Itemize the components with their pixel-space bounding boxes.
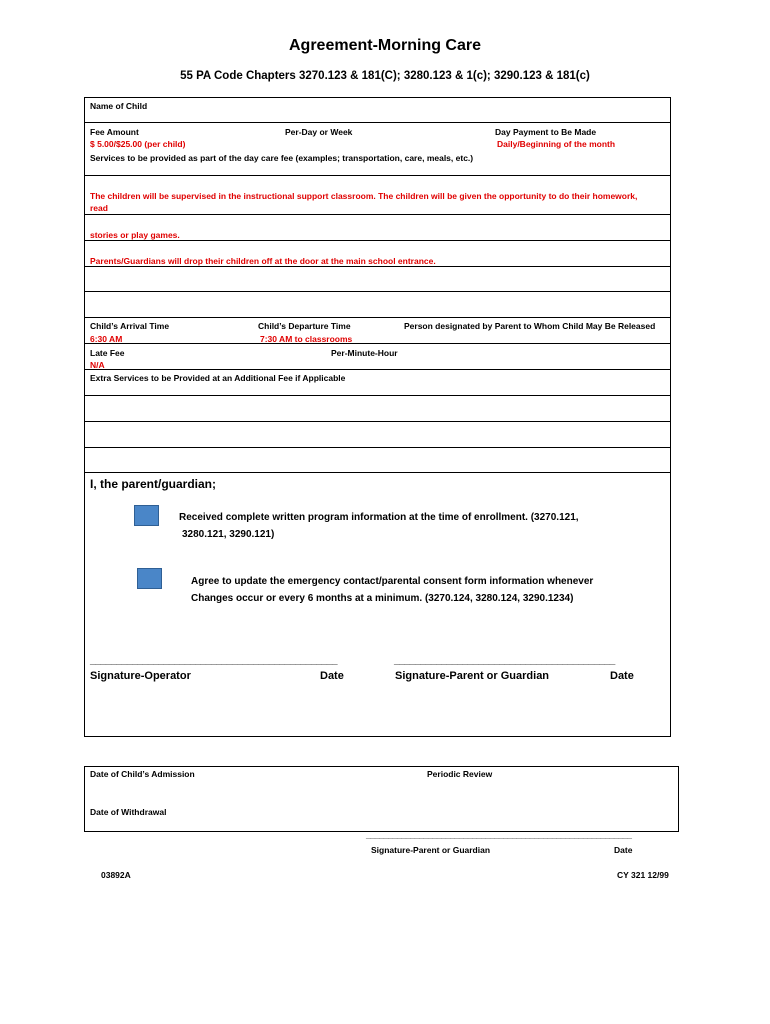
late-fee-label: Late Fee — [90, 348, 125, 358]
consent-heading: I, the parent/guardian; — [90, 477, 217, 491]
day-payment-value[interactable]: Daily/Beginning of the month — [497, 139, 616, 149]
bottom-date-label: Date — [614, 845, 633, 855]
arrival-time-value[interactable]: 6:30 AM — [90, 334, 123, 344]
signature-parent-label: Signature-Parent or Guardian — [395, 670, 550, 682]
fee-amount-value[interactable]: $ 5.00/$25.00 (per child) — [90, 139, 186, 149]
divider — [84, 343, 671, 344]
extra-services-label: Extra Services to be Provided at an Additional Fee if Applicable — [90, 373, 346, 383]
day-payment-label: Day Payment to Be Made — [495, 127, 597, 137]
operator-signature-line[interactable]: _______________________________________________ — [90, 655, 338, 666]
consent-item-2 — [191, 573, 593, 607]
bottom-signature-line[interactable]: ____________________________________________________________ — [366, 830, 632, 840]
bottom-signature-parent-label: Signature-Parent or Guardian — [371, 845, 491, 855]
divider — [84, 421, 671, 422]
date-label: Date — [320, 670, 344, 682]
divider — [84, 317, 671, 318]
consent-item-1-line1: Received complete written program information at the time of enrollment. (3270.121, — [179, 512, 579, 523]
divider — [84, 214, 671, 215]
per-minute-hour-label: Per-Minute-Hour — [331, 348, 398, 358]
divider — [84, 369, 671, 370]
parent-signature-line[interactable]: __________________________________________ — [394, 655, 615, 666]
consent-item-2-line1: Agree to update the emergency contact/parental consent form information whenever — [191, 576, 594, 587]
services-value-line[interactable]: Parents/Guardians will drop their children off at the door at the main school entrance. — [90, 256, 436, 266]
admission-date-label: Date of Child’s Admission — [90, 769, 195, 779]
services-value-line[interactable]: The children will be supervised in the instructional support classroom. The children will be given the opportunity to do their homework, — [90, 191, 638, 201]
person-designated-label: Person designated by Parent to Whom Child May Be Released — [404, 321, 656, 331]
divider — [84, 291, 671, 292]
withdrawal-date-label: Date of Withdrawal — [90, 807, 167, 817]
consent-item-1-line2: 3280.121, 3290.121) — [182, 529, 275, 540]
signature-operator-label: Signature-Operator — [90, 670, 191, 682]
consent-item-1 — [179, 509, 579, 543]
late-fee-value[interactable]: N/A — [90, 360, 105, 370]
periodic-review-label: Periodic Review — [427, 769, 493, 779]
divider — [84, 240, 671, 241]
update-emergency-contact-checkbox[interactable] — [137, 568, 162, 589]
divider — [84, 122, 671, 123]
divider — [84, 395, 671, 396]
page-title: Agreement-Morning Care — [288, 37, 482, 54]
form-code-right: CY 321 12/99 — [617, 870, 669, 880]
divider — [84, 175, 671, 176]
date-label: Date — [610, 670, 634, 682]
enrollment-info-checkbox[interactable] — [134, 505, 159, 526]
page-subtitle: 55 PA Code Chapters 3270.123 & 181(C); 3280.123 & 1(c); 3290.123 & 181(c) — [180, 70, 590, 82]
divider — [84, 447, 671, 448]
divider — [84, 472, 671, 473]
arrival-time-label: Child’s Arrival Time — [90, 321, 170, 331]
services-value-line[interactable]: stories or play games. — [90, 230, 180, 240]
departure-time-label: Child’s Departure Time — [258, 321, 351, 331]
departure-time-value[interactable]: 7:30 AM to classrooms — [260, 334, 353, 344]
per-day-week-label: Per-Day or Week — [285, 127, 353, 137]
form-code-left: 03892A — [101, 870, 131, 880]
services-value-line[interactable]: read — [90, 203, 108, 213]
services-label: Services to be provided as part of the day care fee (examples; transportation, care, meals, etc.) — [90, 153, 474, 163]
consent-item-2-line2: Changes occur or every 6 months at a minimum. (3270.124, 3280.124, 3290.1234) — [191, 593, 574, 604]
divider — [84, 266, 671, 267]
name-of-child-label: Name of Child — [90, 101, 148, 111]
fee-amount-label: Fee Amount — [90, 127, 139, 137]
